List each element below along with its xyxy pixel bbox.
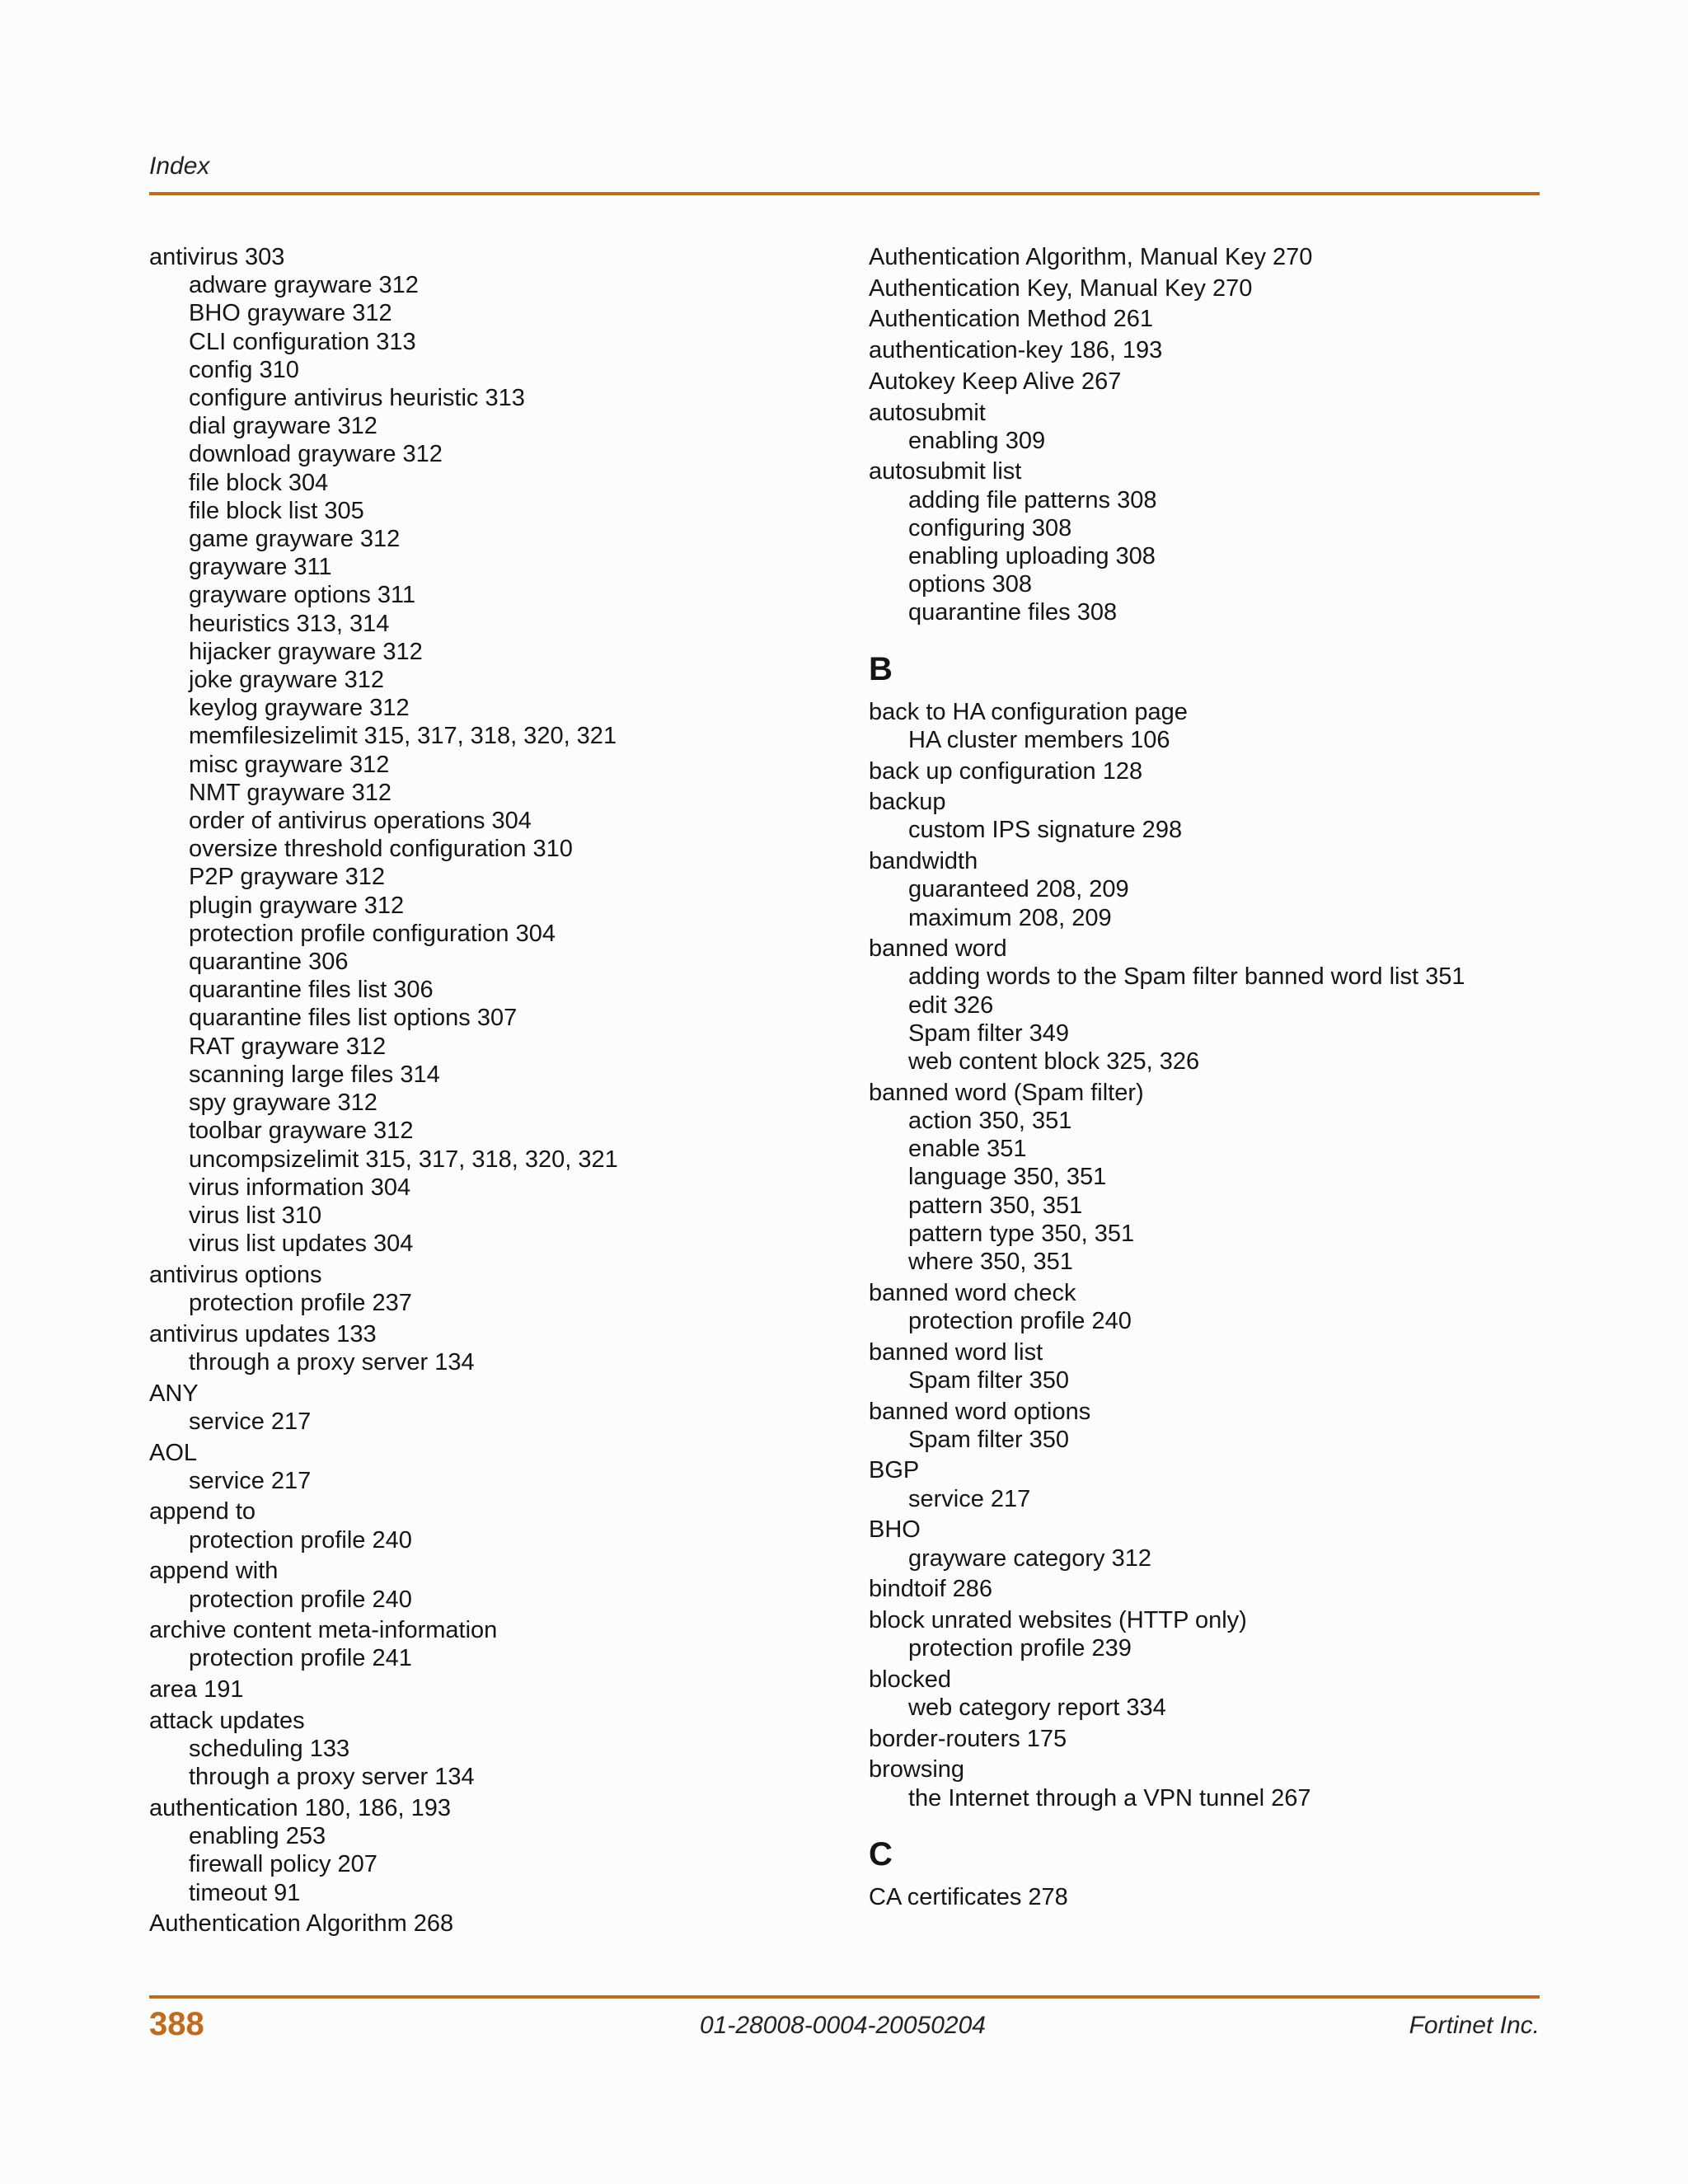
index-sub-entry: protection profile 241 bbox=[189, 1645, 412, 1672]
index-sub-entry: P2P grayware 312 bbox=[189, 864, 386, 891]
index-sub-entry: Spam filter 350 bbox=[908, 1426, 1070, 1453]
index-sub-entry: quarantine files 308 bbox=[908, 599, 1118, 626]
index-main-entry: attack updates bbox=[149, 1707, 305, 1734]
index-main-entry: BGP bbox=[869, 1457, 920, 1484]
index-sub-entry: adding file patterns 308 bbox=[908, 486, 1157, 513]
index-sub-entry: enabling 309 bbox=[908, 427, 1046, 454]
index-main-entry: backup bbox=[869, 789, 946, 816]
index-main-entry: authentication-key 186, 193 bbox=[869, 337, 1163, 364]
index-sub-entry: protection profile 240 bbox=[189, 1526, 412, 1554]
index-main-entry: area 191 bbox=[149, 1676, 244, 1704]
index-main-entry: banned word bbox=[869, 935, 1007, 963]
index-sub-entry: guaranteed 208, 209 bbox=[908, 876, 1129, 903]
index-sub-entry: configuring 308 bbox=[908, 514, 1072, 541]
index-sub-entry: firewall policy 207 bbox=[189, 1851, 377, 1878]
index-sub-entry: options 308 bbox=[908, 571, 1032, 598]
index-sub-entry: virus information 304 bbox=[189, 1174, 411, 1201]
index-sub-entry: oversize threshold configuration 310 bbox=[189, 836, 573, 863]
index-sub-entry: pattern 350, 351 bbox=[908, 1192, 1083, 1219]
index-sub-entry: adware grayware 312 bbox=[189, 272, 419, 299]
header-rule bbox=[149, 192, 1540, 195]
index-sub-entry: file block list 305 bbox=[189, 497, 364, 524]
index-sub-entry: service 217 bbox=[189, 1467, 312, 1494]
index-sub-entry: CLI configuration 313 bbox=[189, 328, 416, 355]
index-main-entry: Autokey Keep Alive 267 bbox=[869, 368, 1122, 395]
index-sub-entry: timeout 91 bbox=[189, 1879, 301, 1906]
index-main-entry: autosubmit list bbox=[869, 458, 1022, 485]
index-main-entry: antivirus 303 bbox=[149, 244, 285, 270]
index-main-entry: banned word options bbox=[869, 1398, 1091, 1425]
index-column-left bbox=[149, 243, 809, 1938]
index-sub-entry: grayware category 312 bbox=[908, 1544, 1151, 1572]
index-main-entry: bindtoif 286 bbox=[869, 1576, 992, 1603]
index-sub-entry: download grayware 312 bbox=[189, 441, 443, 468]
index-sub-entry: web content block 325, 326 bbox=[908, 1048, 1200, 1076]
index-sub-entry: quarantine 306 bbox=[189, 949, 349, 976]
index-sub-entry: language 350, 351 bbox=[908, 1164, 1107, 1191]
index-sub-entry: through a proxy server 134 bbox=[189, 1348, 475, 1376]
footer-rule bbox=[149, 1995, 1540, 1999]
index-sub-entry: edit 326 bbox=[908, 991, 994, 1019]
index-sub-entry: configure antivirus heuristic 313 bbox=[189, 385, 525, 412]
index-sub-entry: hijacker grayware 312 bbox=[189, 638, 423, 665]
index-sub-entry: config 310 bbox=[189, 356, 299, 383]
index-main-entry: Authentication Algorithm 268 bbox=[149, 1910, 454, 1938]
index-main-entry: AOL bbox=[149, 1439, 198, 1466]
index-sub-entry: game grayware 312 bbox=[189, 526, 401, 553]
index-sub-entry: action 350, 351 bbox=[908, 1107, 1072, 1134]
index-sub-entry: virus list updates 304 bbox=[189, 1230, 414, 1258]
index-sub-entry: scanning large files 314 bbox=[189, 1061, 440, 1088]
index-sub-entry: protection profile 240 bbox=[908, 1307, 1132, 1334]
index-sub-entry: uncompsizelimit 315, 317, 318, 320, 321 bbox=[189, 1146, 618, 1173]
index-main-entry: Authentication Method 261 bbox=[869, 306, 1154, 333]
index-sub-entry: joke grayware 312 bbox=[189, 667, 384, 694]
index-main-entry: archive content meta-information bbox=[149, 1617, 498, 1644]
index-sub-entry: Spam filter 349 bbox=[908, 1019, 1070, 1047]
index-sub-entry: enabling uploading 308 bbox=[908, 543, 1156, 570]
index-sub-entry: HA cluster members 106 bbox=[908, 726, 1170, 753]
index-sub-entry: NMT grayware 312 bbox=[189, 779, 392, 806]
running-header: Index bbox=[149, 152, 210, 180]
index-sub-entry: scheduling 133 bbox=[189, 1736, 350, 1763]
index-sub-entry: protection profile 240 bbox=[189, 1586, 412, 1613]
index-sub-entry: enabling 253 bbox=[189, 1823, 326, 1850]
index-main-entry: Authentication Algorithm, Manual Key 270 bbox=[869, 244, 1313, 270]
index-letter-heading: B bbox=[869, 650, 893, 687]
index-sub-entry: protection profile 239 bbox=[908, 1635, 1132, 1662]
index-main-entry: browsing bbox=[869, 1756, 965, 1783]
index-letter-heading: C bbox=[869, 1835, 893, 1872]
index-sub-entry: keylog grayware 312 bbox=[189, 695, 410, 722]
index-main-entry: bandwidth bbox=[869, 848, 978, 875]
index-sub-entry: order of antivirus operations 304 bbox=[189, 808, 532, 835]
index-sub-entry: virus list 310 bbox=[189, 1202, 322, 1229]
document-id: 01-28008-0004-20050204 bbox=[700, 2012, 986, 2039]
index-sub-entry: protection profile 237 bbox=[189, 1290, 412, 1317]
index-sub-entry: quarantine files list 306 bbox=[189, 977, 434, 1004]
index-main-entry: banned word (Spam filter) bbox=[869, 1079, 1144, 1106]
index-sub-entry: web category report 334 bbox=[908, 1694, 1166, 1722]
index-sub-entry: service 217 bbox=[908, 1485, 1031, 1512]
index-sub-entry: quarantine files list options 307 bbox=[189, 1005, 518, 1032]
index-sub-entry: where 350, 351 bbox=[908, 1249, 1073, 1275]
index-sub-entry: BHO grayware 312 bbox=[189, 300, 392, 327]
index-sub-entry: misc grayware 312 bbox=[189, 751, 390, 778]
index-main-entry: banned word list bbox=[869, 1338, 1043, 1366]
page-number: 388 bbox=[149, 2006, 204, 2042]
index-sub-entry: memfilesizelimit 315, 317, 318, 320, 321 bbox=[189, 723, 617, 750]
index-main-entry: BHO bbox=[869, 1516, 921, 1544]
index-sub-entry: maximum 208, 209 bbox=[908, 904, 1112, 931]
index-main-entry: Authentication Key, Manual Key 270 bbox=[869, 274, 1253, 302]
index-main-entry: ANY bbox=[149, 1380, 199, 1407]
index-column-right bbox=[869, 243, 1540, 1911]
index-main-entry: antivirus options bbox=[149, 1261, 322, 1288]
index-main-entry: autosubmit bbox=[869, 399, 986, 426]
index-sub-entry: through a proxy server 134 bbox=[189, 1764, 475, 1791]
index-main-entry: back up configuration 128 bbox=[869, 757, 1143, 785]
index-main-entry: back to HA configuration page bbox=[869, 698, 1188, 725]
index-sub-entry: service 217 bbox=[189, 1408, 312, 1435]
index-sub-entry: grayware 311 bbox=[189, 554, 332, 581]
index-sub-entry: dial grayware 312 bbox=[189, 413, 377, 440]
index-main-entry: blocked bbox=[869, 1666, 951, 1693]
index-sub-entry: pattern type 350, 351 bbox=[908, 1220, 1135, 1247]
index-sub-entry: the Internet through a VPN tunnel 267 bbox=[908, 1784, 1311, 1811]
index-main-entry: CA certificates 278 bbox=[869, 1883, 1068, 1910]
index-sub-entry: Spam filter 350 bbox=[908, 1366, 1070, 1394]
index-sub-entry: grayware options 311 bbox=[189, 582, 416, 609]
index-main-entry: banned word check bbox=[869, 1279, 1076, 1306]
index-main-entry: block unrated websites (HTTP only) bbox=[869, 1606, 1247, 1633]
index-sub-entry: spy grayware 312 bbox=[189, 1090, 377, 1117]
index-main-entry: antivirus updates 133 bbox=[149, 1320, 377, 1347]
index-sub-entry: custom IPS signature 298 bbox=[908, 817, 1183, 844]
index-main-entry: border-routers 175 bbox=[869, 1725, 1067, 1752]
index-sub-entry: heuristics 313, 314 bbox=[189, 610, 390, 637]
index-sub-entry: toolbar grayware 312 bbox=[189, 1118, 414, 1145]
index-sub-entry: RAT grayware 312 bbox=[189, 1033, 387, 1060]
index-main-entry: authentication 180, 186, 193 bbox=[149, 1794, 452, 1821]
index-sub-entry: protection profile configuration 304 bbox=[189, 920, 556, 947]
index-main-entry: append to bbox=[149, 1498, 256, 1526]
index-sub-entry: enable 351 bbox=[908, 1136, 1027, 1163]
publisher-name: Fortinet Inc. bbox=[1409, 2012, 1540, 2039]
index-main-entry: append with bbox=[149, 1558, 279, 1585]
index-sub-entry: adding words to the Spam filter banned word list 351 bbox=[908, 963, 1465, 991]
index-sub-entry: plugin grayware 312 bbox=[189, 892, 405, 919]
index-sub-entry: file block 304 bbox=[189, 469, 329, 496]
